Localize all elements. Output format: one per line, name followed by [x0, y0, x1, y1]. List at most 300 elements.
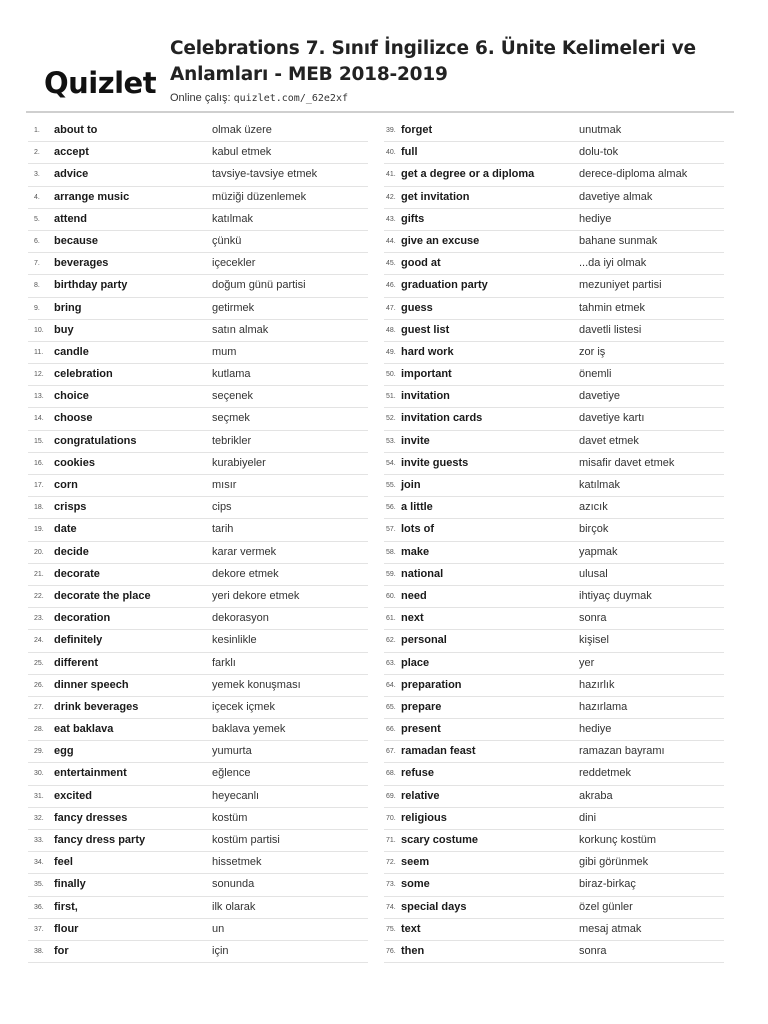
- row-number: 21.: [34, 570, 44, 578]
- vocabulary-row: [384, 941, 724, 963]
- row-number: 43.: [386, 215, 396, 223]
- vocabulary-row: [28, 386, 368, 408]
- definition-text: ...da iyi olmak: [579, 257, 647, 270]
- definition-text: zor iş: [579, 345, 606, 358]
- row-number: 15.: [34, 437, 44, 445]
- row-number: 56.: [386, 504, 396, 512]
- definition-text: kurabiyeler: [212, 456, 266, 469]
- vocabulary-row: [384, 630, 724, 652]
- row-number: 17.: [34, 482, 44, 489]
- definition-text: için: [212, 944, 229, 957]
- vocabulary-row: [28, 431, 368, 453]
- page-title: Celebrations 7. Sınıf İngilizce 6. Ünite Kelimeleri ve Anlamları - MEB 2018-2019: [170, 38, 696, 85]
- term-text: choice: [54, 390, 89, 403]
- definition-text: davetiye kartı: [579, 412, 645, 425]
- vocabulary-row: [28, 830, 368, 852]
- definition-text: kostüm partisi: [212, 834, 280, 846]
- term-text: then: [401, 944, 425, 957]
- term-text: egg: [54, 745, 74, 758]
- vocabulary-row: [384, 608, 724, 630]
- term-text: important: [401, 368, 452, 381]
- definition-text: dekorasyon: [212, 612, 269, 625]
- definition-text: yemek konuşması: [212, 678, 301, 691]
- vocabulary-column-left: [28, 120, 368, 963]
- row-number: 63.: [386, 659, 396, 667]
- term-text: congratulations: [54, 434, 137, 447]
- row-number: 11.: [34, 348, 44, 356]
- term-text: special days: [401, 900, 467, 913]
- vocabulary-row: [384, 830, 724, 852]
- definition-text: hediye: [579, 212, 612, 225]
- term-text: place: [401, 656, 430, 669]
- row-number: 10.: [34, 326, 44, 334]
- definition-text: ihtiyaç duymak: [579, 589, 652, 602]
- term-text: arrange music: [54, 190, 130, 203]
- definition-text: heyecanlı: [212, 789, 260, 802]
- row-number: 49.: [386, 348, 396, 356]
- row-number: 9.: [34, 304, 40, 312]
- vocabulary-row: [384, 187, 724, 209]
- term-text: religious: [401, 811, 447, 824]
- definition-text: ulusal: [579, 567, 608, 580]
- definition-text: hissetmek: [212, 856, 262, 869]
- row-number: 64.: [386, 681, 396, 689]
- term-text: graduation party: [401, 279, 488, 292]
- vocabulary-row: [28, 874, 368, 896]
- row-number: 68.: [386, 770, 396, 778]
- term-text: accept: [54, 146, 89, 159]
- term-text: get a degree or a diploma: [401, 168, 535, 181]
- vocabulary-row: [384, 453, 724, 475]
- vocabulary-row: [28, 786, 368, 808]
- row-number: 25.: [34, 659, 44, 667]
- term-text: candle: [54, 345, 89, 358]
- term-text: next: [401, 612, 424, 625]
- vocabulary-row: [28, 231, 368, 253]
- term-text: date: [54, 523, 77, 536]
- vocabulary-row: [28, 697, 368, 719]
- definition-text: davetiye almak: [579, 190, 653, 203]
- row-number: 45.: [386, 260, 396, 268]
- term-text: about to: [54, 124, 98, 136]
- row-number: 76.: [386, 947, 396, 955]
- row-number: 35.: [34, 881, 44, 889]
- term-text: corn: [54, 479, 78, 491]
- definition-text: önemli: [579, 368, 612, 381]
- row-number: 3.: [34, 171, 40, 179]
- definition-text: bahane sunmak: [579, 234, 658, 247]
- term-text: birthday party: [54, 279, 128, 292]
- definition-text: kişisel: [579, 634, 609, 647]
- row-number: 55.: [386, 482, 396, 489]
- term-text: attend: [54, 212, 87, 225]
- definition-text: korkunç kostüm: [579, 834, 657, 846]
- row-number: 18.: [34, 504, 44, 512]
- definition-text: dini: [579, 811, 597, 824]
- definition-text: doğum günü partisi: [212, 279, 306, 292]
- vocabulary-row: [28, 808, 368, 830]
- term-text: seem: [401, 856, 430, 869]
- term-text: lots of: [401, 523, 434, 536]
- row-number: 37.: [34, 925, 44, 933]
- row-number: 36.: [34, 903, 44, 911]
- row-number: 33.: [34, 837, 44, 844]
- definition-text: davetiye: [579, 390, 620, 403]
- vocabulary-row: [28, 320, 368, 342]
- row-number: 51.: [386, 393, 396, 401]
- term-text: fancy dresses: [54, 811, 128, 824]
- row-number: 32.: [34, 814, 44, 822]
- row-number: 14.: [34, 415, 44, 423]
- term-text: flour: [54, 922, 79, 935]
- online-study-line: [170, 92, 348, 104]
- definition-text: eğlence: [212, 767, 251, 780]
- row-number: 4.: [34, 193, 40, 201]
- term-text: good at: [401, 257, 441, 270]
- row-number: 28.: [34, 726, 44, 734]
- row-number: 72.: [386, 859, 396, 867]
- vocabulary-row: [384, 786, 724, 808]
- definition-text: biraz-birkaç: [579, 878, 636, 891]
- definition-text: tahmin etmek: [579, 301, 646, 314]
- study-set-link[interactable]: quizlet.com/_62e2xf: [233, 93, 348, 104]
- row-number: 70.: [386, 814, 396, 822]
- term-text: excited: [54, 789, 92, 802]
- term-text: hard work: [401, 345, 454, 358]
- vocabulary-row: [384, 142, 724, 164]
- definition-text: katılmak: [212, 212, 253, 225]
- term-text: invite guests: [401, 456, 469, 469]
- quizlet-logo[interactable]: Quizlet: [44, 66, 157, 100]
- vocabulary-row: [384, 763, 724, 785]
- term-text: prepare: [401, 700, 442, 713]
- term-text: first,: [54, 900, 78, 913]
- definition-text: mezuniyet partisi: [579, 279, 662, 292]
- definition-text: kabul etmek: [212, 146, 272, 159]
- vocabulary-row: [384, 874, 724, 896]
- row-number: 7.: [34, 260, 40, 268]
- term-text: crisps: [54, 501, 87, 514]
- definition-text: un: [212, 922, 225, 935]
- row-number: 59.: [386, 570, 396, 578]
- term-text: celebration: [54, 368, 113, 381]
- term-text: invite: [401, 434, 430, 447]
- row-number: 24.: [34, 637, 44, 645]
- online-study-label: Online çalış:: [170, 92, 231, 104]
- row-number: 58.: [386, 548, 396, 556]
- term-text: national: [401, 567, 444, 580]
- vocabulary-row: [28, 741, 368, 763]
- row-number: 19.: [34, 526, 44, 534]
- row-number: 44.: [386, 237, 396, 245]
- row-number: 75.: [386, 925, 396, 933]
- vocabulary-row: [384, 653, 724, 675]
- definition-text: tebrikler: [212, 434, 252, 447]
- row-number: 40.: [386, 149, 396, 157]
- vocabulary-row: [384, 320, 724, 342]
- vocabulary-row: [28, 164, 368, 186]
- term-text: gifts: [401, 212, 425, 225]
- row-number: 27.: [34, 703, 44, 711]
- term-text: make: [401, 545, 430, 558]
- row-number: 74.: [386, 903, 396, 911]
- term-text: a little: [401, 501, 433, 514]
- definition-text: sonra: [579, 944, 607, 957]
- definition-text: azıcık: [579, 501, 608, 514]
- row-number: 48.: [386, 326, 396, 334]
- term-text: relative: [401, 789, 440, 802]
- definition-text: seçenek: [212, 390, 253, 403]
- vocabulary-row: [384, 231, 724, 253]
- vocabulary-row: [384, 852, 724, 874]
- vocabulary-row: [384, 164, 724, 186]
- vocabulary-row: [384, 209, 724, 231]
- term-text: advice: [54, 168, 89, 181]
- vocabulary-row: [384, 497, 724, 519]
- definition-text: farklı: [212, 656, 236, 669]
- definition-text: kostüm: [212, 811, 248, 824]
- definition-text: ramazan bayramı: [579, 745, 665, 758]
- page-header: [0, 0, 768, 112]
- row-number: 8.: [34, 282, 40, 290]
- row-number: 12.: [34, 371, 44, 379]
- vocabulary-row: [28, 519, 368, 541]
- definition-text: derece-diploma almak: [579, 168, 688, 181]
- definition-text: tavsiye-tavsiye etmek: [212, 168, 318, 181]
- definition-text: içecek içmek: [212, 700, 275, 713]
- vocabulary-row: [384, 719, 724, 741]
- definition-text: müziği düzenlemek: [212, 190, 307, 203]
- row-number: 47.: [386, 304, 396, 312]
- definition-text: olmak üzere: [212, 124, 272, 136]
- definition-text: satın almak: [212, 323, 269, 336]
- vocabulary-row: [384, 253, 724, 275]
- term-text: guest list: [401, 323, 450, 336]
- row-number: 53.: [386, 437, 396, 445]
- term-text: text: [401, 922, 421, 935]
- term-text: decide: [54, 545, 89, 558]
- term-text: ramadan feast: [401, 745, 476, 758]
- term-text: dinner speech: [54, 678, 129, 691]
- vocabulary-row: [28, 298, 368, 320]
- term-text: buy: [54, 323, 74, 336]
- definition-text: baklava yemek: [212, 723, 286, 736]
- term-text: present: [401, 723, 441, 736]
- term-text: eat baklava: [54, 723, 114, 736]
- row-number: 1.: [34, 127, 40, 134]
- term-text: entertainment: [54, 767, 127, 780]
- vocabulary-row: [28, 719, 368, 741]
- vocabulary-row: [28, 852, 368, 874]
- definition-text: getirmek: [212, 301, 255, 314]
- row-number: 30.: [34, 770, 44, 778]
- vocabulary-row: [28, 187, 368, 209]
- vocabulary-row: [384, 897, 724, 919]
- header-divider: [26, 111, 734, 113]
- definition-text: gibi görünmek: [579, 856, 649, 869]
- vocabulary-row: [384, 586, 724, 608]
- definition-text: kutlama: [212, 368, 251, 381]
- definition-text: tarih: [212, 523, 234, 536]
- row-number: 61.: [386, 615, 396, 623]
- vocabulary-row: [384, 697, 724, 719]
- definition-text: birçok: [579, 523, 609, 536]
- definition-text: sonunda: [212, 878, 255, 891]
- definition-text: kesinlikle: [212, 634, 257, 647]
- row-number: 29.: [34, 748, 44, 756]
- term-text: decoration: [54, 612, 111, 625]
- term-text: invitation: [401, 390, 450, 403]
- definition-text: mısır: [212, 479, 237, 491]
- term-text: bring: [54, 301, 82, 314]
- vocabulary-row: [384, 342, 724, 364]
- term-text: because: [54, 234, 99, 247]
- term-text: scary costume: [401, 834, 479, 846]
- definition-text: cips: [212, 501, 232, 514]
- definition-text: unutmak: [579, 124, 622, 136]
- row-number: 22.: [34, 592, 44, 600]
- term-text: guess: [401, 301, 433, 314]
- vocabulary-row: [28, 209, 368, 231]
- row-number: 54.: [386, 459, 396, 467]
- vocabulary-row: [28, 408, 368, 430]
- row-number: 38.: [34, 947, 44, 955]
- term-text: full: [401, 146, 418, 159]
- vocabulary-row: [384, 431, 724, 453]
- row-number: 16.: [34, 459, 44, 467]
- vocabulary-row: [28, 586, 368, 608]
- definition-text: dekore etmek: [212, 567, 279, 580]
- term-text: need: [401, 589, 427, 602]
- vocabulary-row: [28, 142, 368, 164]
- vocabulary-row: [384, 741, 724, 763]
- row-number: 73.: [386, 881, 396, 889]
- vocabulary-row: [384, 519, 724, 541]
- term-text: choose: [54, 412, 93, 425]
- definition-text: seçmek: [212, 412, 250, 425]
- row-number: 71.: [386, 837, 396, 844]
- vocabulary-row: [384, 675, 724, 697]
- vocabulary-row: [384, 919, 724, 941]
- term-text: some: [401, 878, 430, 891]
- term-text: beverages: [54, 257, 109, 270]
- vocabulary-row: [384, 298, 724, 320]
- row-number: 62.: [386, 637, 396, 645]
- row-number: 67.: [386, 748, 396, 756]
- term-text: finally: [54, 878, 86, 891]
- definition-text: hazırlama: [579, 700, 628, 713]
- vocabulary-row: [28, 675, 368, 697]
- vocabulary-row: [384, 364, 724, 386]
- vocabulary-row: [28, 253, 368, 275]
- definition-text: akraba: [579, 789, 613, 802]
- row-number: 6.: [34, 237, 40, 245]
- definition-text: davet etmek: [579, 434, 639, 447]
- row-number: 65.: [386, 703, 396, 711]
- vocabulary-row: [28, 941, 368, 963]
- term-text: personal: [401, 634, 447, 647]
- row-number: 42.: [386, 193, 396, 201]
- definition-text: hediye: [579, 723, 612, 736]
- row-number: 52.: [386, 415, 396, 423]
- definition-text: karar vermek: [212, 545, 277, 558]
- vocabulary-row: [384, 275, 724, 297]
- row-number: 50.: [386, 371, 396, 379]
- term-text: preparation: [401, 678, 462, 691]
- term-text: fancy dress party: [54, 834, 146, 846]
- definition-text: reddetmek: [579, 767, 631, 780]
- vocabulary-row: [28, 475, 368, 497]
- term-text: give an excuse: [401, 234, 480, 247]
- vocabulary-row: [384, 386, 724, 408]
- vocabulary-row: [28, 897, 368, 919]
- definition-text: davetli listesi: [579, 323, 642, 336]
- definition-text: çünkü: [212, 234, 242, 247]
- definition-text: sonra: [579, 612, 607, 625]
- row-number: 20.: [34, 548, 44, 556]
- term-text: join: [401, 479, 421, 491]
- vocabulary-column-right: [384, 120, 724, 963]
- row-number: 57.: [386, 526, 396, 534]
- vocabulary-row: [28, 630, 368, 652]
- definition-text: yeri dekore etmek: [212, 589, 300, 602]
- vocabulary-row: [28, 919, 368, 941]
- vocabulary-row: [28, 564, 368, 586]
- row-number: 13.: [34, 393, 44, 401]
- term-text: drink beverages: [54, 700, 139, 713]
- definition-text: dolu-tok: [579, 146, 619, 159]
- term-text: decorate: [54, 567, 100, 580]
- row-number: 69.: [386, 792, 396, 800]
- definition-text: katılmak: [579, 479, 620, 491]
- vocabulary-row: [384, 542, 724, 564]
- vocabulary-row: [28, 542, 368, 564]
- term-text: invitation cards: [401, 412, 483, 425]
- definition-text: yapmak: [579, 545, 618, 558]
- row-number: 31.: [34, 792, 44, 800]
- vocabulary-row: [28, 763, 368, 785]
- row-number: 2.: [34, 149, 40, 157]
- definition-text: özel günler: [579, 900, 633, 913]
- definition-text: mesaj atmak: [579, 922, 642, 935]
- term-text: decorate the place: [54, 589, 151, 602]
- row-number: 46.: [386, 282, 396, 290]
- term-text: definitely: [54, 634, 103, 647]
- definition-text: içecekler: [212, 257, 256, 270]
- definition-text: yer: [579, 656, 595, 669]
- vocabulary-row: [28, 120, 368, 142]
- vocabulary-row: [384, 120, 724, 142]
- term-text: feel: [54, 856, 73, 869]
- vocabulary-row: [384, 475, 724, 497]
- vocabulary-row: [28, 342, 368, 364]
- row-number: 39.: [386, 127, 396, 134]
- vocabulary-row: [28, 364, 368, 386]
- row-number: 26.: [34, 681, 44, 689]
- definition-text: hazırlık: [579, 678, 615, 691]
- term-text: cookies: [54, 456, 95, 469]
- vocabulary-row: [28, 653, 368, 675]
- row-number: 41.: [386, 171, 396, 179]
- row-number: 34.: [34, 859, 44, 867]
- vocabulary-row: [28, 497, 368, 519]
- vocabulary-row: [384, 408, 724, 430]
- definition-text: yumurta: [212, 745, 252, 758]
- row-number: 60.: [386, 592, 396, 600]
- term-text: refuse: [401, 767, 435, 780]
- term-text: get invitation: [401, 190, 470, 203]
- definition-text: ilk olarak: [212, 900, 256, 913]
